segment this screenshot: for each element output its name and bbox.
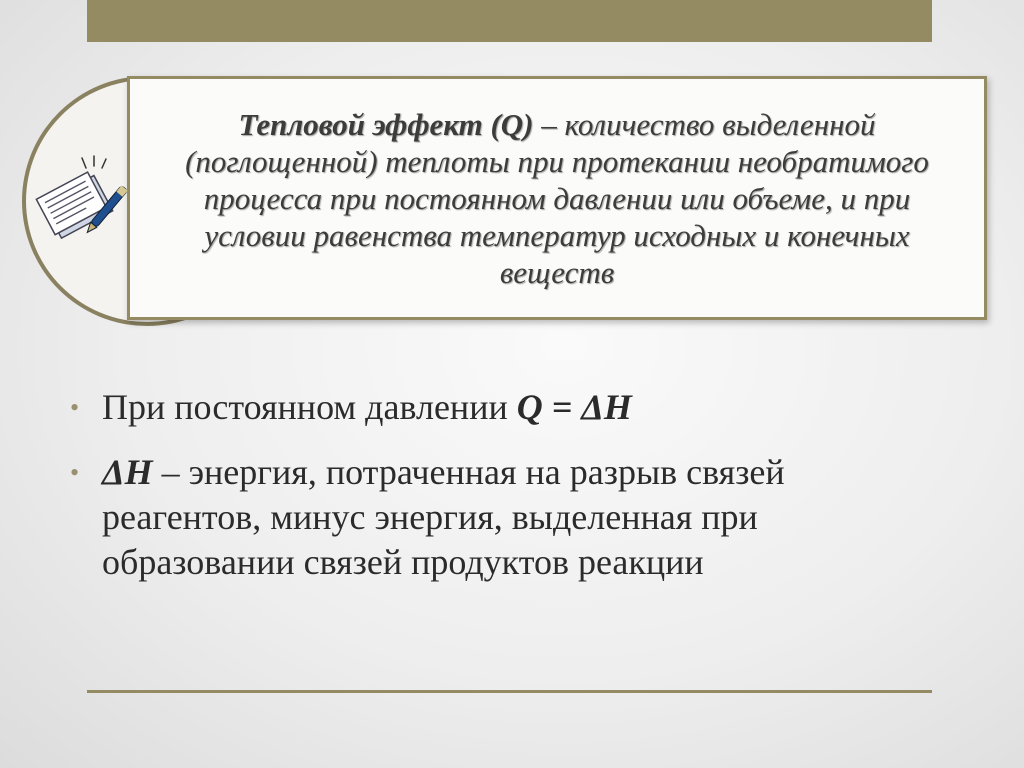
bullet-enthalpy-definition [70, 450, 910, 585]
definition-box [127, 76, 987, 320]
bullet-text: При постоянном давлении [102, 387, 517, 427]
formula-dh: ΔH [102, 452, 153, 492]
bullet-list [70, 385, 910, 605]
definition-dash: – [533, 106, 565, 142]
bullet-constant-pressure [70, 385, 910, 430]
bottom-divider [87, 690, 932, 693]
definition-text [160, 106, 954, 291]
bullet-marker: • [70, 458, 80, 487]
bullet-marker: • [70, 393, 80, 422]
paper-and-pen-icon [34, 150, 134, 250]
top-accent-bar [87, 0, 932, 42]
definition-body: количество выделенной (поглощенной) теплоты при протекании необратимого процесса при постоянном давлении или объеме, и при условии равенства температур исходных и конечных веществ [185, 106, 929, 290]
bullet-text: – энергия, потраченная на разрыв связей реагентов, минус энергия, выделенная при образовании связей продуктов реакции [102, 452, 785, 582]
formula-q-equals-dh: Q = ΔH [516, 387, 632, 427]
definition-term: Тепловой эффект (Q) [238, 106, 534, 142]
